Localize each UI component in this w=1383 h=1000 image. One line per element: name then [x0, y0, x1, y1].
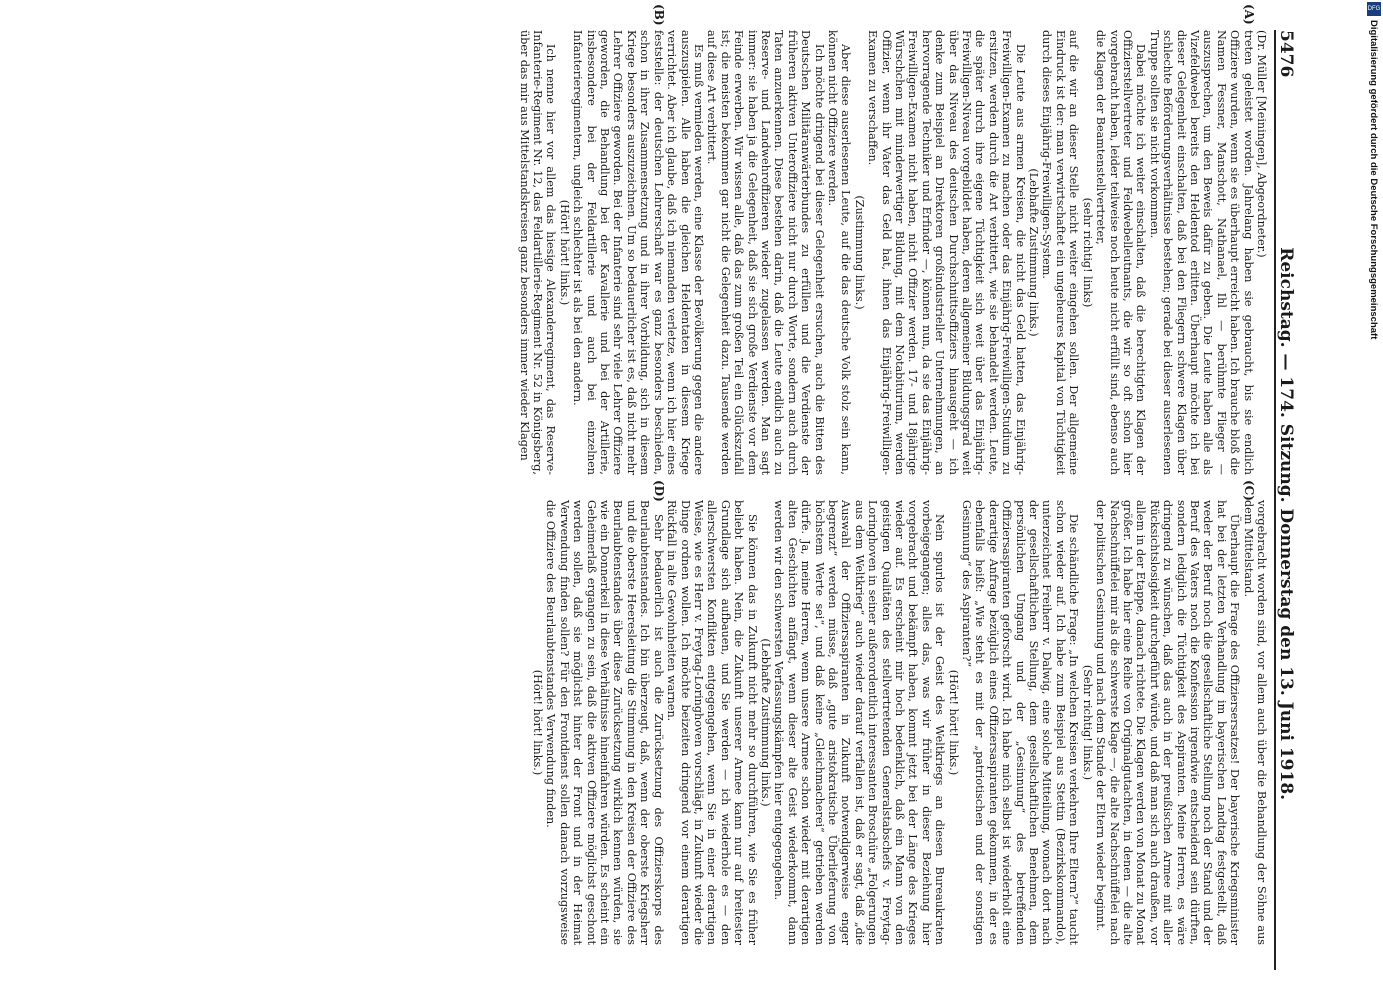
interjection: (Hört! hört! links.)	[946, 669, 960, 776]
interjection: (Lebhafte Zustimmung links.)	[758, 638, 772, 807]
paragraph: Überhaupt die Frage des Offiziersersatzes! Der bayerische Kriegsminister hat bei der letzten Verhandlung im bayerischen Landtag festgestellt, daß weder der Beruf noch die gesellschaftliche Stellung noch der Stand und der Beruf des Vaters noch die Konfession irgendwie entscheidend sein dürften, sondern lediglich die Tüchtigkeit des Aspiranten. Meine Herren, es wäre dringend zu wünschen, daß das auch in der preußischen Armee mit aller Rücksichtslosigkeit durchgeführt würde, und daß man sich auch draußen, vor allem in der Etappe, danach richtete. Die Klagen werden von Monat zu Monat größer. Ich habe hier eine Reihe von Originalgutachten, in denen — die alte Nachschnüffelei mir als die schwerste Klage —, die alte Nachschnüffelei nach der politischen Gesinnung und nach dem Stande der Eltern wieder beginnt.	[1094, 500, 1242, 945]
paragraph: Nein spurlos ist der Geist des Weltkriegs an diesen Bureaukraten vorbeigegangen; alles das, was wir früher in dieser Beziehung hier vorgebracht und bekämpft haben, kommt jetzt bei der Länge des Krieges wieder auf. Es erscheint mir hoch bedenklich, daß ein Mann von den geistigen Qualitäten des stellvertretenden Generalstabschefs v. Freytag-Loringhoven in seiner außerordentlich interessanten Broschüre „Folgerungen aus dem Weltkrieg“ auch wieder darauf verfallen ist, daß er sagt, daß „die Auswahl der Offiziersaspiranten in Zukunft notwendigerweise enger begrenzt“ werden müsse, daß „gute aristokratische Überlieferung von höchstem Werte sei“, und daß keine „Gleichmacherei“ getrieben werden dürfe. Ja, meine Herren, wenn unsere Armee schon wieder mit derartigen alten Geschichten anfängt, wenn dieser alte Geist wiederkommt, dann werden wir den schwersten Verfassungskämpfen hier entgegengehen.	[772, 500, 947, 945]
paragraph: Sehr bedauerlich ist auch die Zurücksetzung des Offizierskorps des Beurlaubtenstandes. Ich bin überzeugt, daß, wenn der oberste Kriegsherr und die oberste Heeresleitung die Stimmung in den Kreisen der Offiziere des Beurlaubtenstandes über diese Zurücksetzung wirklich kennen würden, sie wie ein Donnerkeil in diese Verhältnisse hineinfahren würden. Es scheint ein Geheimerlaß ergangen zu sein, daß die aktiven Offiziere möglichst geschont werden sollen, daß sie möglichst hinter der Front und in der Heimat Verwendung finden sollen? Für den Frontdienst sollen danach vorzugsweise die Offiziere des Beurlaubtenstandes Verwendung finden.	[544, 500, 665, 945]
digitization-credit: Digitalisierung gefördert durch die Deutsche Forschungsgemeinschaft	[1368, 20, 1379, 340]
interjection: (Sehr richtig! links.)	[1080, 664, 1094, 781]
margin-marker-a: (A)	[1242, 4, 1256, 25]
interjection: (Hört! hört! links.)	[531, 669, 545, 776]
paragraph: auf die wir an dieser Stelle nicht weiter eingehen sollen. Der allgemeine Eindruck ist der: man verwirtschaftet ein ungeheures Kapital von Tüchtigkeit durch dieses Einjährig-Freiwilligen-System.	[1040, 30, 1081, 475]
speaker-line: (Dr. Müller [Meiningen], Abgeordneter.)	[1255, 30, 1268, 258]
page-header	[1274, 30, 1306, 970]
margin-marker-b: (B)	[652, 4, 666, 26]
interjection: (sehr richtig! links)	[1080, 197, 1094, 308]
interjection: (Zustimmung links.)	[852, 195, 866, 310]
interjection: (Lebhafte Zustimmung links.)	[1027, 168, 1041, 337]
paragraph: Dabei möchte ich weiter einschalten, daß die berechtigten Klagen der Offizierstellvertreter und Feldwebelleutnants, die wir so oft schon hier vorgebracht haben, leider teilweise noch heute nicht erfüllt sind, ebenso auch die Klagen der Beamtenstellvertreter,	[1094, 30, 1148, 475]
dfg-logo: DFG	[1367, 2, 1381, 16]
interjection: (Hört! hört! links.)	[557, 199, 571, 306]
paragraph: Die schändliche Frage: „In welchen Kreisen verkehren Ihre Eltern?“ taucht schon wieder auf. Ich habe zum Beispiel aus Stettin (Bezirkskommando), unterzeichnet Freiherr v. Dalwig, eine solche Mitteilung, wonach dort nach der gesellschaftlichen Stellung, dem gesellschaftlichen Benehmen, dem persönlichen Umgang und der „Gesinnung“ des betreffenden Offiziersaspiranten geforscht wird. Ich habe mich selbst ist wiederholt eine derartige Anfrage bezüglich eines Offiziersaspiranten gekommen, in der es ebenfalls heißt: „Wie steht es mit der „patriotischen und der sonstigen Gesinnung“ des Aspiranten?“	[960, 500, 1081, 945]
paragraph: Die Leute aus armen Kreisen, die nicht das Geld hatten, das Einjährig-Freiwilligen-Examen zu machen oder das Einjährig-Freiwilligen-Studium zu ersitzen, werden durch die Art verbittert, wie sie behandelt werden. Leute, die später durch ihre eigene Tüchtigkeit sich weit über das Einjährig-Freiwilligen-Niveau vorgebildet haben, deren allgemeiner Bildungsgrad weit über das Niveau des deutschen Durchschnittsoffiziers hinausgeht — ich denke zum Beispiel an Direktoren großindustrieller Unternehmungen, an hervorragende Techniker und Erfinder —, können nun, da sie das Einjährig-Freiwilligen-Examen nicht haben, nicht Offizier werden. 17- und 18jährige Würschchen mit minderwertiger Bildung, mit dem Notabiturium, werden Offizier, wenn ihr Vater das Geld hat, ihnen das Einjährig-Freiwilligen-Examen zu verschaffen.	[866, 30, 1027, 475]
paragraph: vorgebracht worden sind, vor allem auch über die Behandlung der Söhne aus dem Mittelstand.	[1241, 500, 1268, 945]
paragraph: Aber diese auserlesenen Leute, auf die das deutsche Volk stolz sein kann, können nicht Offiziere werden.	[826, 30, 853, 475]
right-column	[531, 500, 1268, 945]
margin-marker-c: (C)	[1242, 480, 1256, 501]
page-number: 5476	[1276, 30, 1296, 78]
newspaper-page	[76, 4, 1306, 970]
paragraph: treten geleistet worden. Jahrelang haben sie gebraucht, bis sie endlich Offiziere wurden, wenn sie es überhaupt erreicht haben. Ich brauche bloß die Namen Fessner, Manschott, Nathanael, Ihl — berühmte Flieger — auszusprechen, um den Beweis dafür zu geben. Die Leute haben alle als Vizefeldwebel bereits den Heldentod erlitten. Überhaupt möchte ich bei dieser Gelegenheit einschalten, daß bei den Fliegern schwere Klagen über schlechte Beförderungsverhältnisse bestehen; gerade bei dieser auserlesenen Truppe sollten sie nicht vorkommen.	[1147, 30, 1255, 475]
margin-marker-d: (D)	[652, 480, 666, 502]
left-column	[517, 30, 1268, 475]
page-title: Reichstag. — 174. Sitzung. Donnerstag den 13. Juni 1918.	[1276, 247, 1296, 801]
paragraph: Sie können das in Zukunft nicht mehr so durchführen, wie Sie es früher beliebt haben. Nein, die Zukunft unserer Armee kann nur auf breitester Grundlage sich aufbauen, und Sie werden — ich wiederhole es — den allerschwersten Konflikten entgegengehen, wenn Sie in einer derartigen Weise, wie es Herr v. Freytag-Loringhoven vorschlägt, in Zukunft wieder die Dinge ordnen wollen. Ich möchte beizeiten dringend vor einem derartigen Rückfall in alte Gewohnheiten warnen.	[665, 500, 759, 945]
paragraph: Es muß vermieden werden, eine Klasse der Bevölkerung gegen die andere auszuspielen. Alle haben die gleichen Heldentaten in diesem Kriege verrichtet. Aber ich glaube, daß ich niemanden verletze, wenn ich hier eines feststelle: der deutschen Lehrerschaft war es ganz besonders beschieden, schon in ihrer Zusammensetzung und in ihrer Vorbildung, sich in diesem Kriege besonders auszuzeichnen. Um so bedauerlicher ist es, daß nicht mehr Lehrer Offiziere geworden. Bei der Infanterie sind sehr viele Lehrer Offiziere geworden, die Behandlung bei der Kavallerie und bei der Artillerie, insbesondere bei der Feldartillerie und auch bei einzelnen Infanterieregimentern, ungleich schlechter ist als bei den andern.	[571, 30, 705, 475]
paragraph: Ich nenne hier vor allem das hiesige Alexanderregiment, das Reserve-Infanterie-Regiment Nr. 12, das Feldartillerie-Regiment Nr. 52 in Königsberg, über das mir aus Mittelstandskreisen ganz besonders immer wieder Klagen	[517, 30, 558, 475]
paragraph: Ich möchte dringend bei dieser Gelegenheit ersuchen, auch die Bitten des Deutschen Militäranwärterbundes zu erfüllen und die Verdienste der früheren aktiven Unteroffiziere nicht nur durch Worte, sondern auch durch Taten anzuerkennen. Diese bestehen darin, daß die Leute endlich auch zu Reserve- und Landwehroffizieren wieder zugelassen werden. Man sagt immer: sie haben ja die Gelegenheit, daß sie sich große Verdienste vor dem Feinde erwerben. Wir wissen alle, daß das zum großen Teil ein Glückszufall ist; die meisten bekommen gar nicht die Gelegenheit dazu. Tausende werden auf diese Art verbittert.	[705, 30, 826, 475]
